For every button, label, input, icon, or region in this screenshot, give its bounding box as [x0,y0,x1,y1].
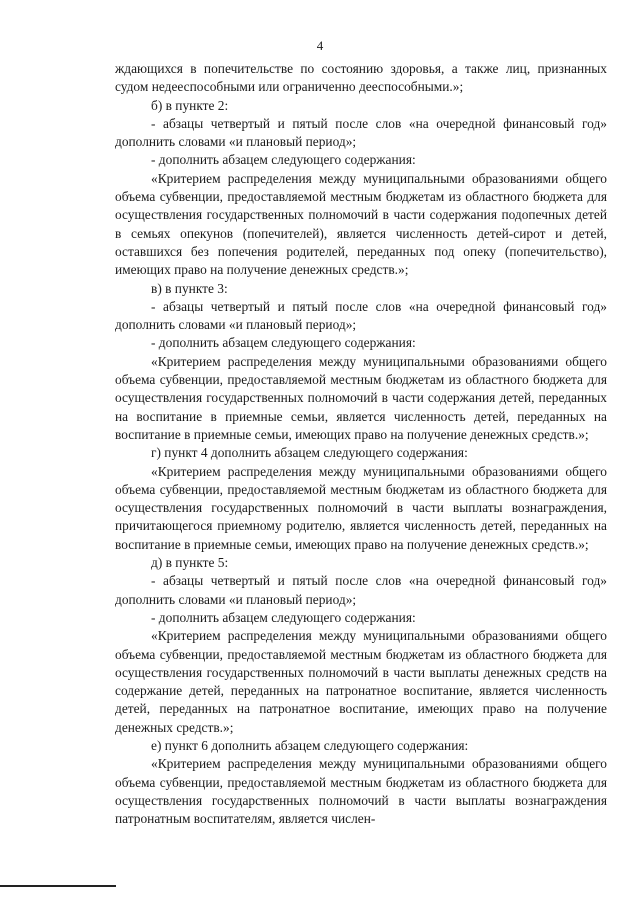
paragraph-subitem-e: е) пункт 6 дополнить абзацем следующего содержания: [151,737,469,753]
paragraph-criterion: «Критерием распределения между муниципальными образованиями общего объема субвенции, предоставляемой местным бюджетам из областного бюджета для осуществления государственных полномочий в части содержания детей, переданных на воспитание в приемные семьи, является численность детей, переданных на воспитание в приемные семьи, имеющих право на получение денежных средств.»; [115,353,607,442]
paragraph-criterion: «Критерием распределения между муниципальными образованиями общего объема субвенции, предоставляемой местным бюджетам из областного бюджета для осуществления государственных полномочий в части содержания подопечных детей в семьях опекунов (попечителей), является численность детей-сирот и детей, оставшихся без попечения родителей, переданных под опеку (попечительство), имеющих право на получение денежных средств.»; [115,170,607,278]
paragraph-amend-words: - абзацы четвертый и пятый после слов «на очередной финансовый год» дополнить словами «и плановый период»; [115,115,607,150]
page-number: 4 [316,38,324,53]
paragraph-amend-words: - абзацы четвертый и пятый после слов «на очередной финансовый год» дополнить словами «и плановый период»; [115,298,607,333]
paragraph-add-clause: - дополнить абзацем следующего содержания: [151,335,416,351]
paragraph-amend-words: - абзацы четвертый и пятый после слов «на очередной финансовый год» дополнить словами «и плановый период»; [115,573,607,607]
paragraph-criterion: «Критерием распределения между муниципальными образованиями общего объема субвенции, предоставляемой местным бюджетам из областного бюджета для осуществления государственных полномочий в части выплаты денежных средств на содержание детей, переданных на патронатное воспитание, является численность детей, переданных на патронатное воспитание, имеющих право на получение денежных средств.»; [115,628,607,735]
paragraph-subitem-g: г) пункт 4 дополнить абзацем следующего содержания: [151,445,468,461]
paragraph-criterion: «Критерием распределения между муниципальными образованиями общего объема субвенции, предоставляемой местным бюджетам из областного бюджета для осуществления государственных полномочий в части выплаты вознаграждения патронатным воспитателям, является числен- [115,756,607,827]
paragraph-subitem-d: д) в пункте 5: [151,555,229,571]
paragraph-subitem-v: в) в пункте 3: [151,280,228,296]
paragraph-subitem-b: б) в пункте 2: [151,97,229,113]
footer-rule [0,885,116,887]
paragraph-add-clause: - дополнить абзацем следующего содержания: [151,152,416,168]
paragraph-criterion: «Критерием распределения между муниципальными образованиями общего объема субвенции, предоставляемой местным бюджетам из областного бюджета для осуществления государственных полномочий в части выплаты вознаграждения, причитающегося приемному родителю, является численность детей, переданных на воспитание в приемные семьи, имеющих право на получение денежных средств.»; [115,463,607,552]
paragraph-continuation: ждающихся в попечительстве по состоянию здоровья, а также лиц, признанных судом недееспособными или ограниченно дееспособными.»; [115,61,607,95]
paragraph-add-clause: - дополнить абзацем следующего содержания: [151,609,416,625]
document-body [115,60,607,828]
